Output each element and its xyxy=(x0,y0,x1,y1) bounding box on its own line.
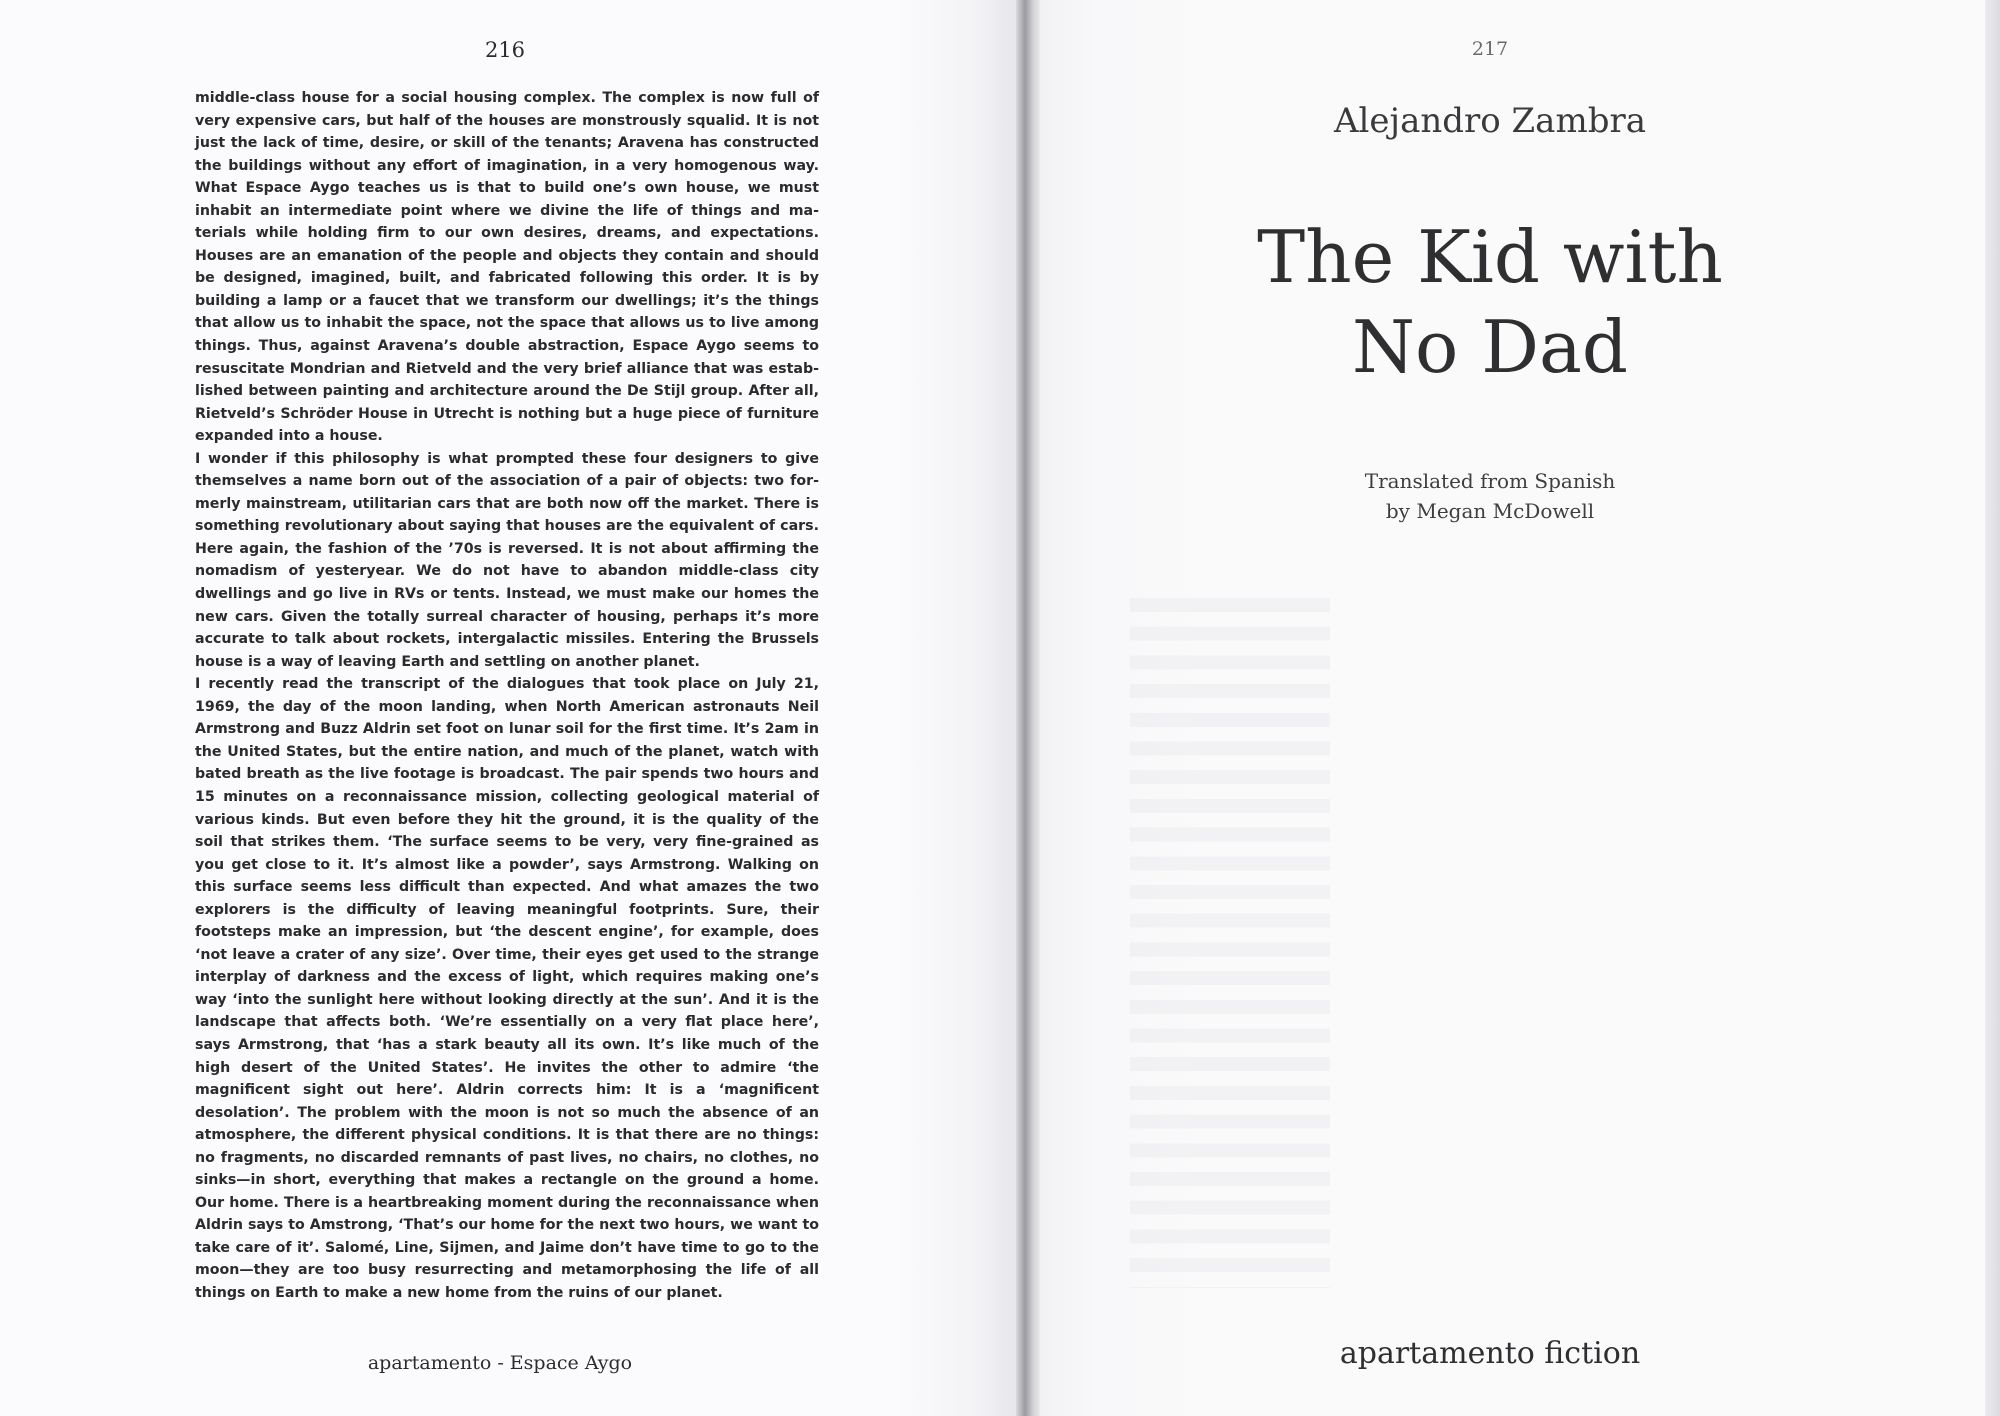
story-title-line: The Kid with xyxy=(1257,215,1723,299)
essay-paragraph: middle-class house for a social housing complex. The complex is now full of very expensive cars, but half of the houses are monstrously squalid. It is not just the lack of time, desire, or skill of the tenants; Aravena has constructed the buildings without any effort of imagination, in a very homogenous way. What Espace Aygo teaches us is that to build one’s own house, we must inhabit an intermediate point where we divine the life of things and materials while holding firm to our own desires, dreams, and expectations. Houses are an emanation of the people and objects they contain and should be designed, imagined, built, and fabricated following this order. It is by building a lamp or a faucet that we transform our dwellings; it’s the things that allow us to inhabit the space, not the space that allows us to live among things. Thus, against Aravena’s double abstraction, Espace Aygo seems to resuscitate Mondrian and Rietveld and the very brief alliance that was established between painting and architecture around the De Stijl group. After all, Rietveld’s Schröder House in Utrecht is nothing but a huge piece of furniture expanded into a house. xyxy=(195,90,819,445)
page-number-right: 217 xyxy=(1471,38,1509,60)
book-gutter xyxy=(1016,0,1042,1416)
essay-body-text xyxy=(195,87,819,1305)
story-title-line: No Dad xyxy=(1352,305,1628,389)
page-number-left: 216 xyxy=(484,38,526,62)
show-through-text xyxy=(1130,598,1330,1288)
left-page-footer: apartamento - Espace Aygo xyxy=(367,1352,633,1374)
page-edge xyxy=(1985,0,2000,1416)
credit-line: by Megan McDowell xyxy=(1385,499,1595,523)
author-name: Alejandro Zambra xyxy=(1334,101,1646,141)
right-page-footer: apartamento fiction xyxy=(1339,1336,1641,1371)
right-page xyxy=(1040,0,2000,1416)
story-title xyxy=(1040,212,1940,392)
credit-line: Translated from Spanish xyxy=(1364,469,1616,493)
essay-paragraph: I recently read the transcript of the dialogues that took place on July 21, 1969, the day of the moon landing, when North American astronauts Neil Armstrong and Buzz Aldrin set foot on lunar soil for the first time. It’s 2am in the United States, but the entire nation, and much of the planet, watch with bated breath as the live footage is broadcast. The pair spends two hours and 15 minutes on a reconnaissance mission, collecting geological material of various kinds. But even before they hit the ground, it is the quality of the soil that strikes them. ‘The surface seems to be very, very fine-grained as you get close to it. It’s almost like a powder’, says Armstrong. Walking on this surface seems less difficult than expected. And what amazes the two explorers is the difficulty of leaving meaningful footprints. Sure, their footsteps make an impression, but ‘the descent engine’, for example, does ‘not leave a crater of any size’. Over time, their eyes get used to the strange interplay of darkness and the excess of light, which requires making one’s way ‘into the sunlight here without looking directly at the sun’. And it is the landscape that affects both. ‘We’re essentially on a very flat place here’, says Armstrong, that ‘has a stark beauty all its own. It’s like much of the high desert of the United States’. He invites the other to admire ‘the magnificent sight out here’. Aldrin corrects him: It is a ‘magnificent desolation’. The problem with the moon is not so much the absence of an atmosphere, the different physical conditions. It is that there are no things: no fragments, no discarded remnants of past lives, no chairs, no clothes, no sinks—in short, everything that makes a rectangle on the ground a home. Our home. There is a heartbreaking moment during the reconnaissance when Aldrin says to Amstrong, ‘That’s our home for the next two hours, we want to take care of it’. Salomé, Line, Sijmen, and Jaime don’t have time to go to the moon—they are too busy resurrecting and metamorphosing the life of all things on Earth to make a new home from the ruins of our planet. xyxy=(195,676,819,1301)
essay-paragraph: I wonder if this philosophy is what prompted these four designers to give themselves a name born out of the association of a pair of objects: two formerly mainstream, utilitarian cars that are both now off the market. There is something revolutionary about saying that houses are the equivalent of cars. Here again, the fashion of the ’70s is reversed. It is not about affirming the nomadism of yesteryear. We do not have to abandon middle-class city dwellings and go live in RVs or tents. Instead, we must make our homes the new cars. Given the totally surreal character of housing, perhaps it’s more accurate to talk about rockets, intergalactic missiles. Entering the Brussels house is a way of leaving Earth and settling on another planet. xyxy=(195,450,819,670)
translation-credit xyxy=(1040,466,1940,526)
